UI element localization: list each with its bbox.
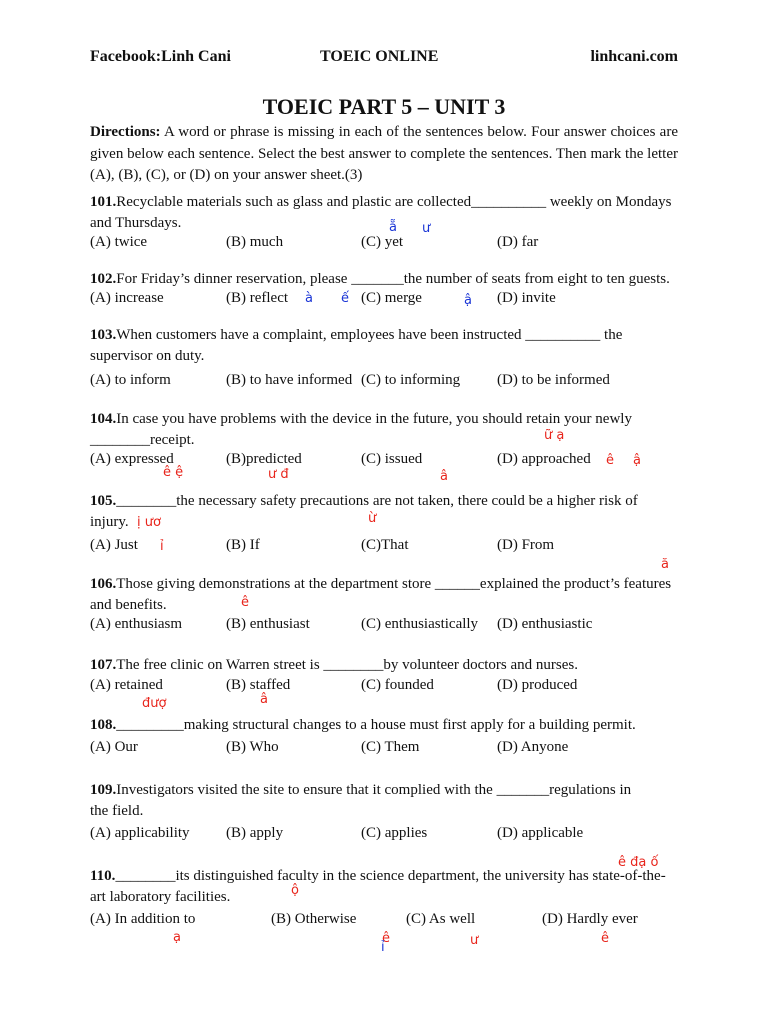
annotation-mark: ị ươ — [137, 515, 161, 530]
option-b: (B) Who — [226, 739, 279, 755]
directions-text: A word or phrase is missing in each of the sentences below. Four answer choices are given below each sentence. Select the best answer to complete the sentences. Then mark the letter (A), (B), (C), or (D) on your answer sheet.(3) — [90, 124, 678, 183]
option-c: (C) founded — [361, 677, 434, 693]
option-a: (A) applicability — [90, 825, 190, 841]
option-b: (B) reflect — [226, 290, 289, 306]
option-d: (D) From — [497, 537, 555, 553]
option-a: (A) expressed — [90, 451, 174, 467]
option-d: (D) far — [497, 234, 539, 250]
option-a: (A) to inform — [90, 372, 171, 388]
question-number: 104. — [90, 411, 117, 427]
option-b: (B) enthusiast — [226, 616, 310, 632]
option-d: (D) Anyone — [497, 739, 569, 755]
question-text: ________the necessary safety precautions are not taken, there could be a higher risk of injury. — [90, 493, 638, 530]
question-number: 103. — [90, 327, 117, 343]
annotation-mark: â — [440, 469, 448, 484]
header-website: linhcani.com — [590, 48, 678, 65]
annotation-mark: ữ ạ — [544, 428, 565, 443]
option-a: (A) increase — [90, 290, 164, 306]
question-text: Recyclable materials such as glass and plastic are collected__________ weekly on Mondays and Thursdays. — [90, 194, 672, 231]
option-c: (C) enthusiastically — [361, 616, 479, 632]
annotation-mark: ư — [470, 933, 479, 948]
option-c: (C) Them — [361, 739, 420, 755]
option-a: (A) In addition to — [90, 911, 196, 927]
option-b: (B)predicted — [226, 451, 302, 467]
annotation-mark: ừ — [368, 511, 377, 526]
annotation-mark: đượ — [142, 696, 167, 711]
option-a: (A) twice — [90, 234, 148, 250]
question-108 — [90, 715, 680, 736]
annotation-mark: ậ — [633, 453, 641, 468]
annotation-mark: ê — [241, 595, 249, 610]
annotation-mark: ê ệ — [163, 465, 184, 480]
option-c: (C) to informing — [361, 372, 461, 388]
option-d: (D) enthusiastic — [497, 616, 593, 632]
question-number: 101. — [90, 194, 117, 210]
option-b: (B) to have informed — [226, 372, 353, 388]
question-number: 110. — [90, 868, 116, 884]
option-d: (D) Hardly ever — [542, 911, 638, 927]
question-text: In case you have problems with the device in the future, you should retain your newly ________receipt. — [90, 411, 632, 448]
question-number: 109. — [90, 782, 117, 798]
question-text: For Friday’s dinner reservation, please _______the number of seats from eight to ten guests. — [116, 271, 670, 287]
question-number: 105. — [90, 493, 117, 509]
option-c: (C) yet — [361, 234, 404, 250]
option-a: (A) Just — [90, 537, 138, 553]
question-105 — [90, 491, 680, 533]
question-text: The free clinic on Warren street is ________by volunteer doctors and nurses. — [116, 657, 578, 673]
option-d: (D) to be informed — [497, 372, 610, 388]
annotation-mark: ê — [601, 931, 609, 946]
question-101 — [90, 192, 680, 234]
option-c: (C) applies — [361, 825, 428, 841]
annotation-mark: ộ — [291, 883, 299, 898]
directions — [90, 122, 678, 187]
question-number: 108. — [90, 717, 117, 733]
option-c: (C)That — [361, 537, 409, 553]
option-d: (D) applicable — [497, 825, 584, 841]
header-site-title: TOEIC ONLINE — [320, 48, 439, 65]
question-103 — [90, 325, 680, 367]
option-b: (B) Otherwise — [271, 911, 357, 927]
question-107 — [90, 655, 680, 676]
annotation-mark: ỉ — [160, 539, 164, 554]
option-a: (A) enthusiasm — [90, 616, 183, 632]
annotation-mark: ê — [606, 453, 614, 468]
question-text: Those giving demonstrations at the department store ______explained the product’s features and benefits. — [90, 576, 672, 613]
annotation-mark: ậ — [464, 293, 472, 308]
option-d: (D) approached — [497, 451, 591, 467]
option-a: (A) Our — [90, 739, 138, 755]
annotation-mark: ư — [422, 221, 431, 236]
annotation-mark: à — [305, 291, 313, 306]
annotation-mark: ế — [341, 291, 349, 306]
page-title: TOEIC PART 5 – UNIT 3 — [262, 94, 506, 119]
question-text: Investigators visited the site to ensure that it complied with the _______regulations in the field. — [90, 782, 632, 819]
option-c: (C) merge — [361, 290, 422, 306]
question-text: _________making structural changes to a house must first apply for a building permit. — [116, 717, 636, 733]
question-106 — [90, 574, 680, 616]
question-text: ________its distinguished faculty in the science department, the university has state-of-the-art laboratory facilities. — [90, 868, 666, 905]
question-102 — [90, 269, 680, 290]
option-a: (A) retained — [90, 677, 163, 693]
question-110 — [90, 866, 680, 908]
option-d: (D) invite — [497, 290, 556, 306]
question-number: 107. — [90, 657, 117, 673]
annotation-mark: ă — [661, 557, 669, 572]
directions-label: Directions: — [90, 124, 161, 140]
annotation-mark: ỉ — [381, 940, 385, 955]
annotation-mark: ê — [382, 931, 390, 946]
question-number: 102. — [90, 271, 117, 287]
option-b: (B) If — [226, 537, 260, 553]
option-c: (C) issued — [361, 451, 423, 467]
question-109 — [90, 780, 645, 822]
option-c: (C) As well — [406, 911, 476, 927]
question-number: 106. — [90, 576, 117, 592]
option-d: (D) produced — [497, 677, 578, 693]
annotation-mark: ạ — [173, 930, 181, 945]
header-facebook: Facebook:Linh Cani — [90, 48, 231, 65]
option-b: (B) staffed — [226, 677, 291, 693]
annotation-mark: ẵ — [389, 220, 397, 235]
option-b: (B) apply — [226, 825, 284, 841]
option-b: (B) much — [226, 234, 284, 250]
annotation-mark: â — [260, 692, 268, 707]
question-104 — [90, 409, 680, 451]
annotation-mark: ư đ — [268, 467, 289, 482]
question-text: When customers have a complaint, employees have been instructed __________ the supervisor on duty. — [90, 327, 623, 364]
annotation-mark: ê đạ ố — [618, 855, 659, 870]
